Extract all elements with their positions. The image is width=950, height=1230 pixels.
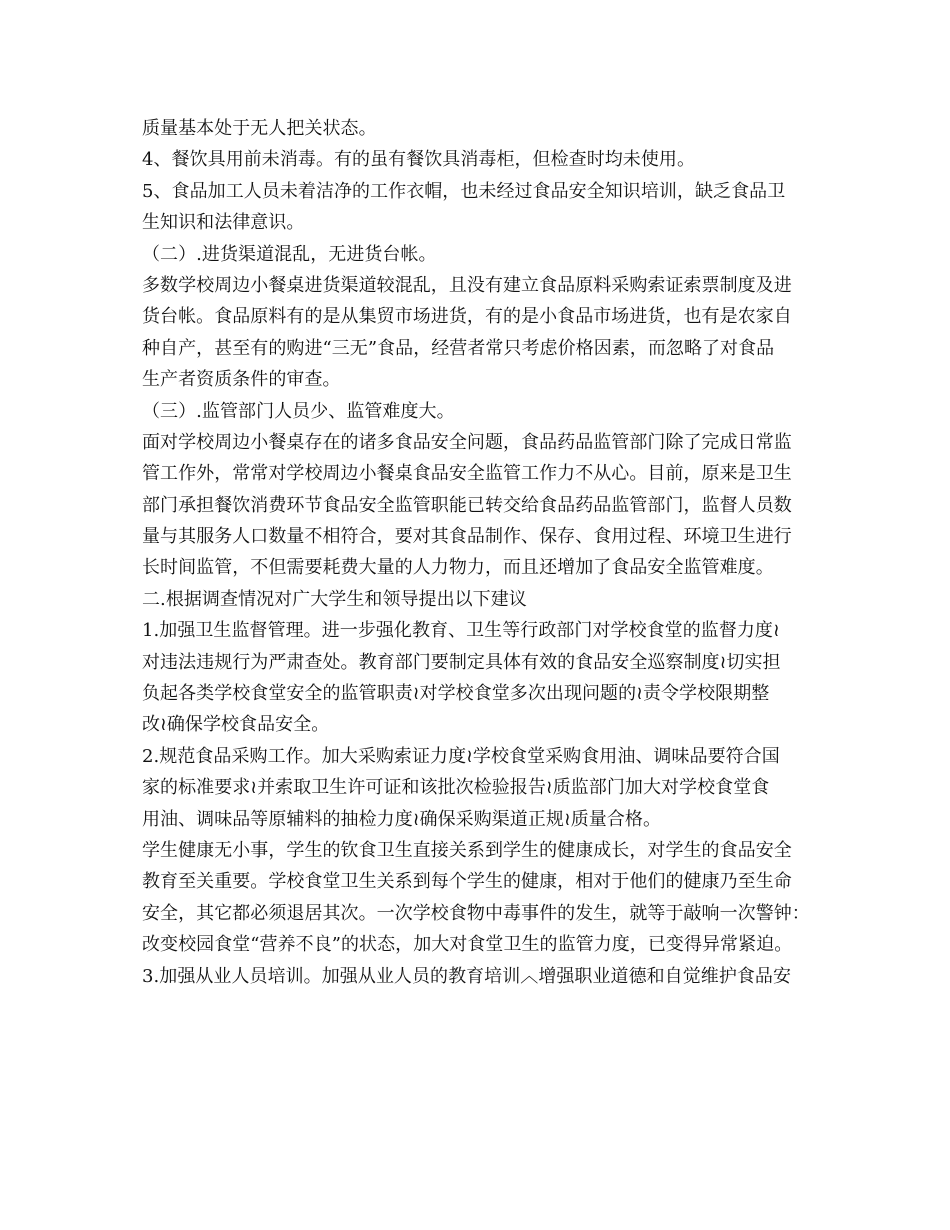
text-line: 5、食品加工人员未着洁净的工作衣帽，也未经过食品安全知识培训，缺乏食品卫: [142, 180, 786, 202]
text-line: 多数学校周边小餐桌进货渠道较混乱，且没有建立食品原料采购索证索票制度及进: [142, 274, 792, 296]
text-line: 1.加强卫生监督管理。进一步强化教育、卫生等行政部门对学校食堂的监督力度≀: [142, 620, 780, 642]
text-line: 3.加强从业人员培训。加强从业人员的教育培训︿增强职业道德和自觉维护食品安: [142, 965, 792, 987]
text-line: 负起各类学校食堂安全的监管职责≀对学校食堂多次出现问题的≀责令学校限期整: [142, 683, 770, 705]
text-line: 教育至关重要。学校食堂卫生关系到每个学生的健康，相对于他们的健康乃至生命: [142, 871, 792, 893]
section-heading: （二）.进货渠道混乱，无进货台帐。: [142, 243, 437, 265]
text-line: 用油、调味品等原辅料的抽检力度≀确保采购渠道正规≀质量合格。: [142, 808, 661, 830]
text-line: 部门承担餐饮消费环节食品安全监管职能已转交给食品药品监管部门，监督人员数: [142, 494, 792, 516]
text-line: 学生健康无小事，学生的钦食卫生直接关系到学生的健康成长，对学生的食品安全: [142, 839, 792, 861]
text-line: 安全，其它都必须退居其次。一次学校食物中毒事件的发生，就等于敲响一次警钟：: [142, 902, 810, 924]
text-line: 2.规范食品采购工作。加大采购索证力度≀学校食堂采购食用油、调味品要符合国: [142, 745, 780, 767]
text-line: 家的标准要求≀并索取卫生许可证和该批次检验报告≀质监部门加大对学校食堂食: [142, 777, 770, 799]
text-line: 生产者资质条件的审查。: [142, 369, 341, 391]
text-line: 4、餐饮具用前未消毒。有的虽有餐饮具消毒柜，但检查时均未使用。: [142, 149, 695, 171]
text-line: 改≀确保学校食品安全。: [142, 714, 330, 736]
text-line: 长时间监管，不但需要耗费大量的人力物力，而且还增加了食品安全监管难度。: [142, 557, 774, 579]
text-line: 面对学校周边小餐桌存在的诸多食品安全问题，食品药品监管部门除了完成日常监: [142, 431, 792, 453]
text-line: 管工作外，常常对学校周边小餐桌食品安全监管工作力不从心。目前，原来是卫生: [142, 463, 792, 485]
text-line: 量与其服务人口数量不相符合，要对其食品制作、保存、食用过程、环境卫生进行: [142, 526, 792, 548]
text-line: 货台帐。食品原料有的是从集贸市场进货，有的是小食品市场进货，也有是农家自: [142, 306, 792, 328]
section-heading: （三）.监管部门人员少、监管难度大。: [142, 400, 455, 422]
text-line: 生知识和法律意识。: [142, 212, 305, 234]
text-line: 对违法违规行为严肃查处。教育部门要制定具体有效的食品安全巡察制度≀切实担: [142, 651, 781, 673]
text-line: 质量基本处于无人把关状态。: [142, 118, 377, 139]
section-heading: 二.根据调查情况对广大学生和领导提出以下建议: [142, 588, 527, 610]
text-line: 种自产，甚至有的购进“三无”食品，经营者常只考虑价格因素，而忽略了对食品: [142, 337, 775, 359]
text-line: 改变校园食堂“营养不良”的状态，加大对食堂卫生的监管力度，已变得异常紧迫。: [142, 934, 793, 956]
document-body: [142, 113, 814, 992]
